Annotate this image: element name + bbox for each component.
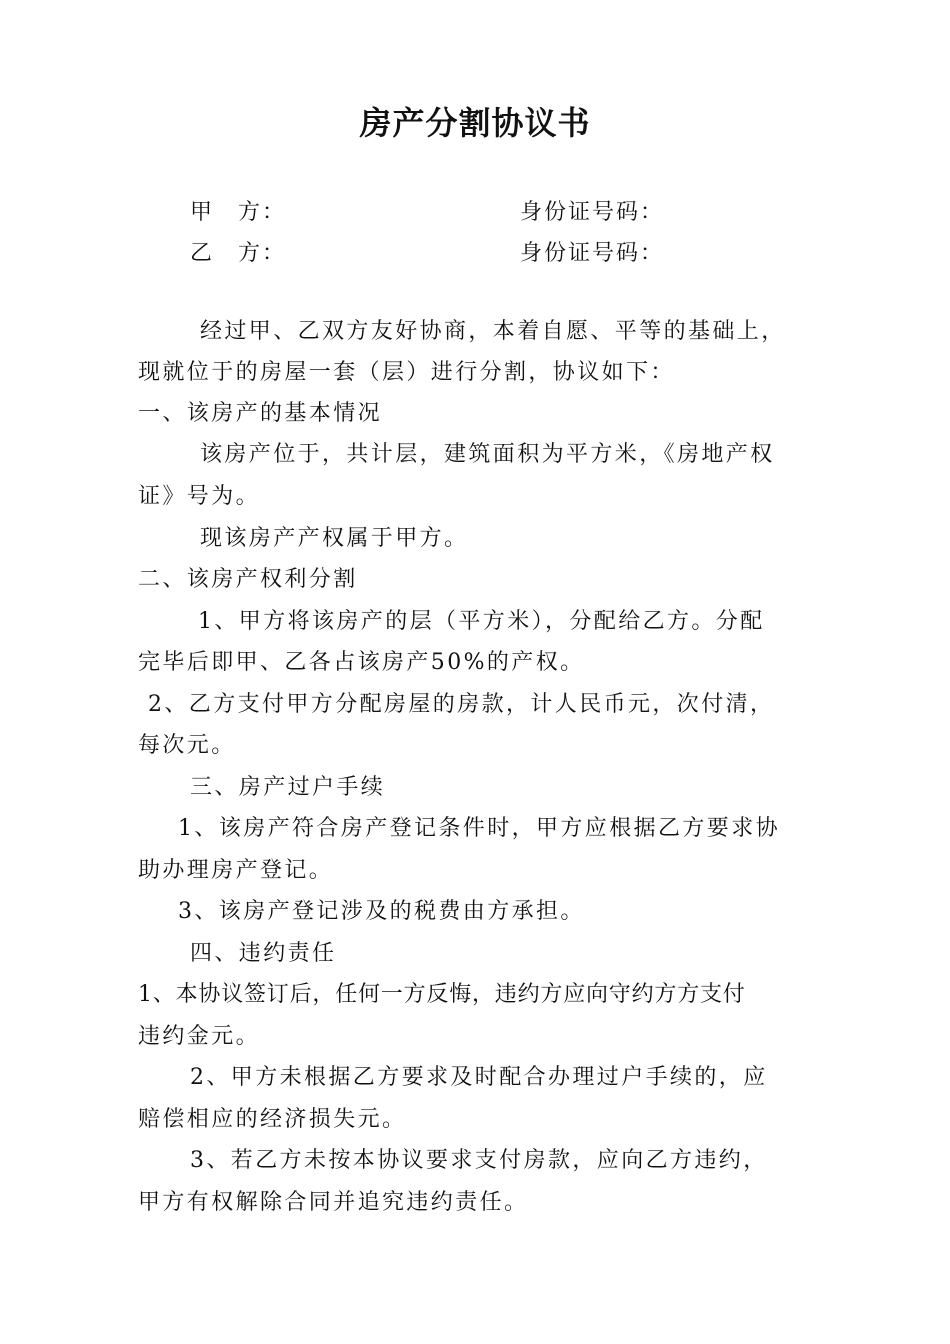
party-a-label: 甲 方： bbox=[190, 200, 287, 225]
section-4-item-1-line-1: 1、本协议签订后，任何一方反悔，违约方应向守约方方支付 bbox=[138, 982, 746, 1007]
section-4-item-3-line-2: 甲方有权解除合同并追究违约责任。 bbox=[138, 1190, 529, 1215]
section-3-item-1-line-1: 1、该房产符合房产登记条件时，甲方应根据乙方要求协 bbox=[178, 816, 780, 841]
section-2-item-2-line-1: 2、乙方支付甲方分配房屋的房款，计人民币元，次付清， bbox=[148, 692, 775, 717]
section-4-item-3-line-1: 3、若乙方未按本协议要求支付房款，应向乙方违约， bbox=[190, 1148, 768, 1173]
party-b-id-label: 身份证号码： bbox=[520, 241, 665, 266]
section-2-item-1-line-2: 完毕后即甲、乙各占该房产50%的产权。 bbox=[138, 650, 585, 675]
section-1-line-3: 现该房产产权属于甲方。 bbox=[200, 526, 469, 551]
section-1-line-1: 该房产位于，共计层，建筑面积为平方米，《房地产权 bbox=[200, 442, 775, 467]
party-b-label: 乙 方： bbox=[190, 241, 287, 266]
section-4-heading: 四、违约责任 bbox=[190, 941, 337, 966]
intro-line-2: 现就位于的房屋一套（层）进行分割，协议如下： bbox=[138, 360, 675, 385]
section-2-heading: 二、该房产权利分割 bbox=[138, 567, 358, 592]
party-a-id-label: 身份证号码： bbox=[520, 200, 665, 225]
intro-line-1: 经过甲、乙双方友好协商，本着自愿、平等的基础上， bbox=[200, 319, 786, 344]
section-3-heading: 三、房产过户手续 bbox=[190, 775, 386, 800]
section-3-item-1-line-2: 助办理房产登记。 bbox=[138, 858, 334, 883]
section-4-item-2-line-1: 2、甲方未根据乙方要求及时配合办理过户手续的，应 bbox=[190, 1065, 768, 1090]
section-4-item-1-line-2: 违约金元。 bbox=[138, 1024, 261, 1049]
section-2-item-1-line-1: 1、甲方将该房产的层（平方米），分配给乙方。分配 bbox=[198, 609, 765, 634]
section-3-item-3: 3、该房产登记涉及的税费由方承担。 bbox=[178, 899, 585, 924]
section-1-heading: 一、该房产的基本情况 bbox=[138, 401, 383, 426]
document-title: 房产分割协议书 bbox=[359, 104, 591, 142]
section-2-item-2-line-2: 每次元。 bbox=[138, 733, 236, 758]
section-4-item-2-line-2: 赔偿相应的经济损失元。 bbox=[138, 1107, 407, 1132]
section-1-line-2: 证》号为。 bbox=[138, 484, 261, 509]
